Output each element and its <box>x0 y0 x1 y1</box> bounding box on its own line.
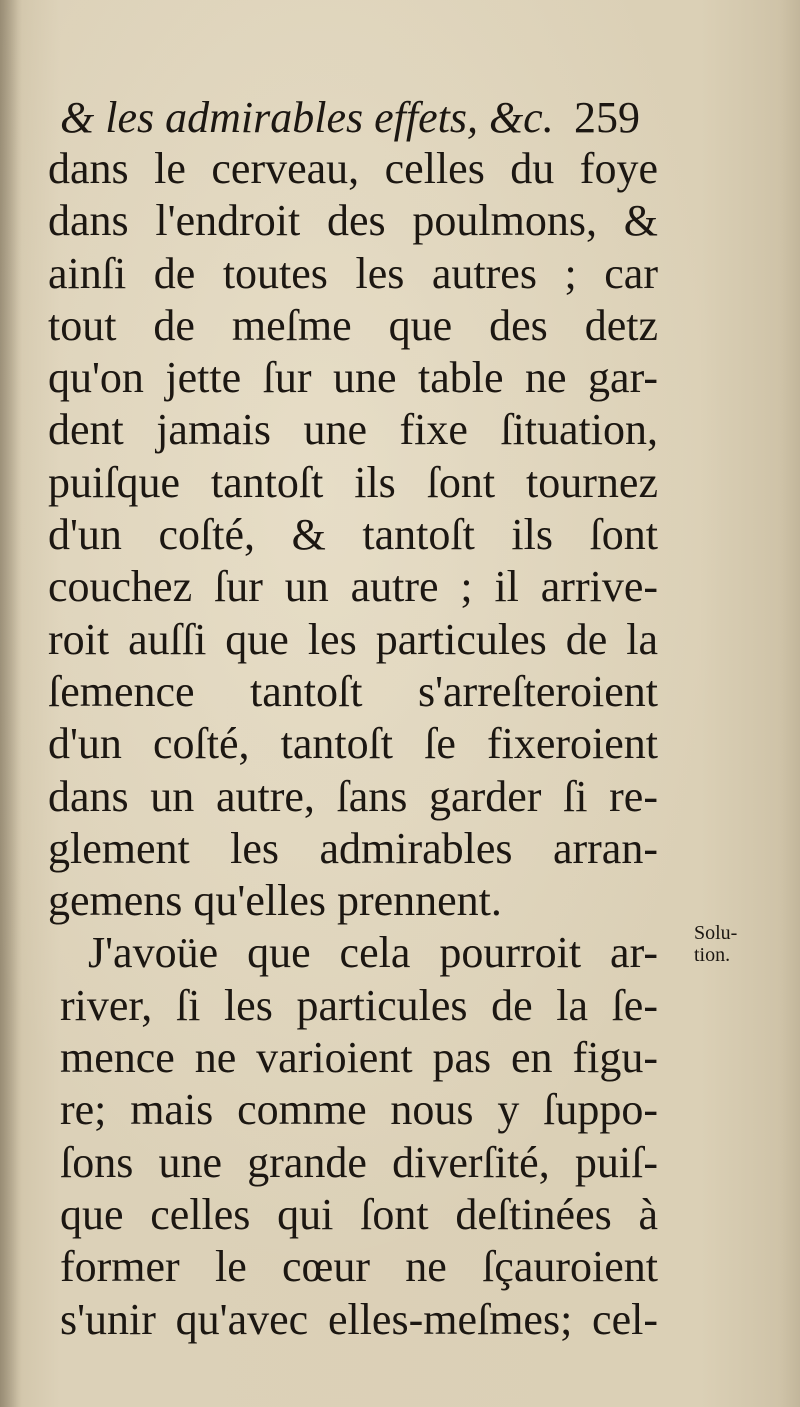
text-line: ainſi de toutes les autres ; car <box>48 248 658 298</box>
text-line: ſemence tantoſt s'arreſteroient <box>48 666 658 716</box>
text-line: J'avoüe que cela pourroit ar- <box>88 928 658 978</box>
text-line: d'un coſté, & tantoſt ils ſont <box>48 510 658 560</box>
margin-note <box>694 922 766 966</box>
text-line: gemens qu'elles prennent. <box>48 876 502 926</box>
text-line: couchez ſur un autre ; il arrive- <box>48 562 658 612</box>
text-line: puiſque tantoſt ils ſont tournez <box>48 457 658 507</box>
text-line: dans l'endroit des poulmons, & <box>48 196 658 246</box>
margin-note-line: Solu- <box>694 922 738 944</box>
text-line: tout de meſme que des detz <box>48 300 658 350</box>
text-line: former le cœur ne ſçauroient <box>60 1242 658 1292</box>
running-head-title: & les admirables effets, &c. <box>60 93 554 142</box>
text-line: re; mais comme nous y ſuppo- <box>60 1085 658 1135</box>
text-line: mence ne varioient pas en figu- <box>60 1033 658 1083</box>
text-line: glement les admirables arran- <box>48 823 658 873</box>
text-line: qu'on jette ſur une table ne gar- <box>48 353 658 403</box>
text-line: roit auſſi que les particules de la <box>48 614 658 664</box>
text-line: dans un autre, ſans garder ſi re- <box>48 771 658 821</box>
spine-shadow <box>0 0 22 1407</box>
page-number: 259 <box>574 93 640 142</box>
text-line: dent jamais une fixe ſituation, <box>48 405 658 455</box>
text-line: dans le cerveau, celles du foye <box>48 144 658 193</box>
text-line: d'un coſté, tantoſt ſe fixeroient <box>48 719 658 769</box>
text-line: s'unir qu'avec elles-meſmes; cel- <box>60 1294 658 1344</box>
margin-note-line: tion. <box>694 944 731 966</box>
text-line: ſons une grande diverſité, puiſ- <box>60 1137 658 1187</box>
text-line: que celles qui ſont deſtinées à <box>60 1189 658 1239</box>
body-text <box>48 143 658 1346</box>
running-head <box>60 88 640 148</box>
text-line: river, ſi les particules de la ſe- <box>60 980 658 1030</box>
